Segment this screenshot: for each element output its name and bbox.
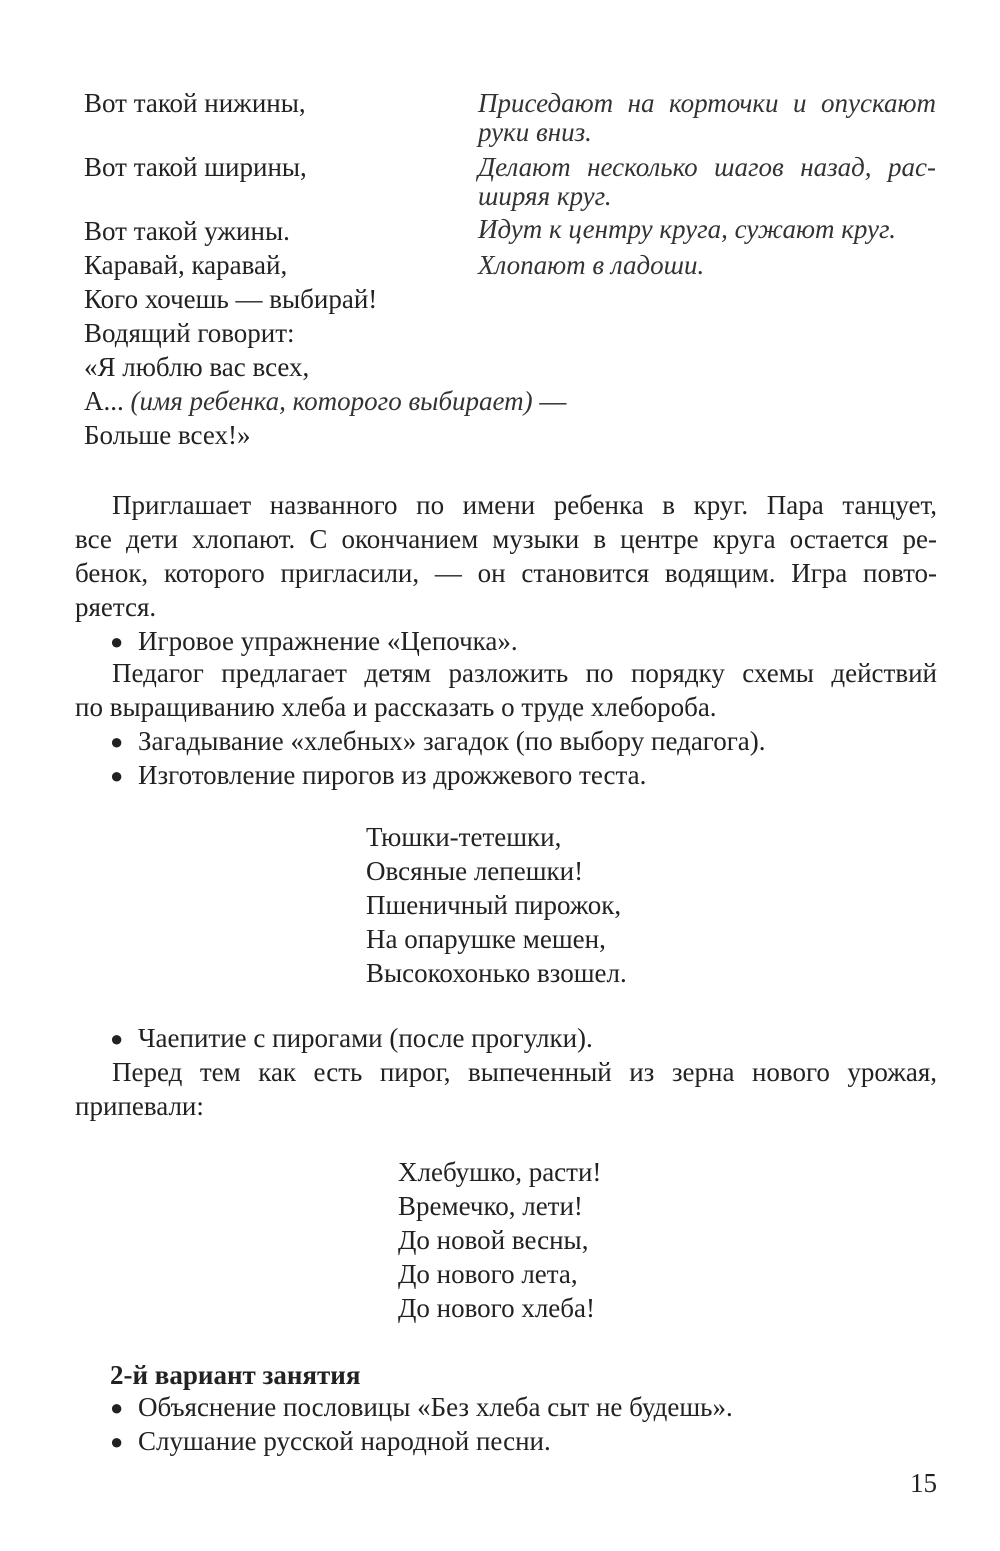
bullet-text: Объяснение пословицы «Без хлеба сыт не будешь».	[138, 1392, 733, 1422]
bullet-text: Чаепитие с пирогами (после прогулки).	[138, 1023, 593, 1053]
verse-action-2: Делают несколько шагов назад, рас-	[478, 152, 936, 182]
page-number: 15	[910, 1468, 937, 1498]
bullet-item-pies	[110, 758, 646, 793]
verse-line-8-dash: —	[539, 386, 567, 416]
bullet-item-song	[110, 1424, 551, 1459]
poem-1-line: На опарушке мешен,	[366, 924, 606, 954]
bullet-text: Загадывание «хлебных» загадок (по выбору педагога).	[138, 726, 766, 756]
bullet-text: Изготовление пирогов из дрожжевого теста.	[138, 760, 647, 790]
paragraph-1-line-2: все дети хлопают. С окончанием музыки в центре круга остается ре-	[75, 524, 937, 554]
verse-line-3: Вот такой ужины.	[84, 216, 290, 246]
paragraph-3-line-2: припевали:	[75, 1091, 204, 1121]
verse-line-8	[84, 384, 566, 418]
bullet-item-proverb	[110, 1390, 733, 1425]
bullet-item-chain	[110, 624, 518, 659]
verse-line-9: Больше всех!»	[84, 420, 251, 450]
poem-1-line: Пшеничный пирожок,	[366, 890, 622, 920]
paragraph-1-line-4: ряется.	[75, 592, 157, 622]
verse-line-8-text: А...	[84, 386, 124, 416]
poem-2-line: До нового хлеба!	[398, 1293, 596, 1323]
verse-line-5: Кого хочешь — выбирай!	[84, 284, 378, 314]
poem-1-line: Овсяные лепешки!	[366, 856, 584, 886]
verse-action-4: Хлопают в ладоши.	[478, 250, 705, 280]
verse-line-8-note: (имя ребенка, которого выбирает)	[130, 386, 533, 416]
verse-line-7: «Я люблю вас всех,	[84, 352, 310, 382]
verse-action-2-cont: ширяя круг.	[478, 181, 612, 211]
verse-action-1: Приседают на корточки и опускают	[478, 88, 936, 118]
bullet-icon: ●	[110, 763, 124, 788]
bullet-text: Игровое упражнение «Цепочка».	[138, 626, 518, 656]
poem-2-line: До нового лета,	[398, 1259, 578, 1289]
bullet-item-tea	[110, 1021, 593, 1056]
section-heading: 2-й вариант занятия	[110, 1360, 361, 1390]
bullet-item-riddles	[110, 724, 766, 759]
bullet-icon: ●	[110, 729, 124, 754]
verse-action-1-cont: руки вниз.	[478, 117, 592, 147]
poem-2-line: Хлебушко, расти!	[398, 1157, 602, 1187]
bullet-icon: ●	[110, 629, 124, 654]
verse-line-1: Вот такой нижины,	[84, 88, 306, 118]
poem-2	[398, 1155, 601, 1325]
verse-line-4: Каравай, каравай,	[84, 250, 288, 280]
poem-2-line: До новой весны,	[398, 1225, 589, 1255]
bullet-text: Слушание русской народной песни.	[138, 1426, 551, 1456]
bullet-icon: ●	[110, 1429, 124, 1454]
verse-line-2: Вот такой ширины,	[84, 152, 307, 182]
paragraph-3-line-1: Перед тем как есть пирог, выпеченный из зерна нового урожая,	[112, 1057, 937, 1087]
bullet-icon: ●	[110, 1395, 124, 1420]
bullet-icon: ●	[110, 1026, 124, 1051]
verse-action-3: Идут к центру круга, сужают круг.	[478, 214, 896, 244]
poem-2-line: Времечко, лети!	[398, 1191, 583, 1221]
poem-1-line: Тюшки-тетешки,	[366, 822, 562, 852]
poem-1	[366, 820, 627, 990]
poem-1-line: Высокохонько взошел.	[366, 958, 627, 988]
paragraph-2-line-2: по выращиванию хлеба и рассказать о труде хлебороба.	[75, 692, 717, 722]
verse-line-6: Водящий говорит:	[84, 318, 295, 348]
paragraph-1-line-3: бенок, которого пригласили, — он становится водящим. Игра повто-	[75, 558, 937, 588]
paragraph-1-line-1: Приглашает названного по имени ребенка в круг. Пара танцует,	[112, 490, 937, 520]
paragraph-2-line-1: Педагог предлагает детям разложить по порядку схемы действий	[112, 658, 937, 688]
